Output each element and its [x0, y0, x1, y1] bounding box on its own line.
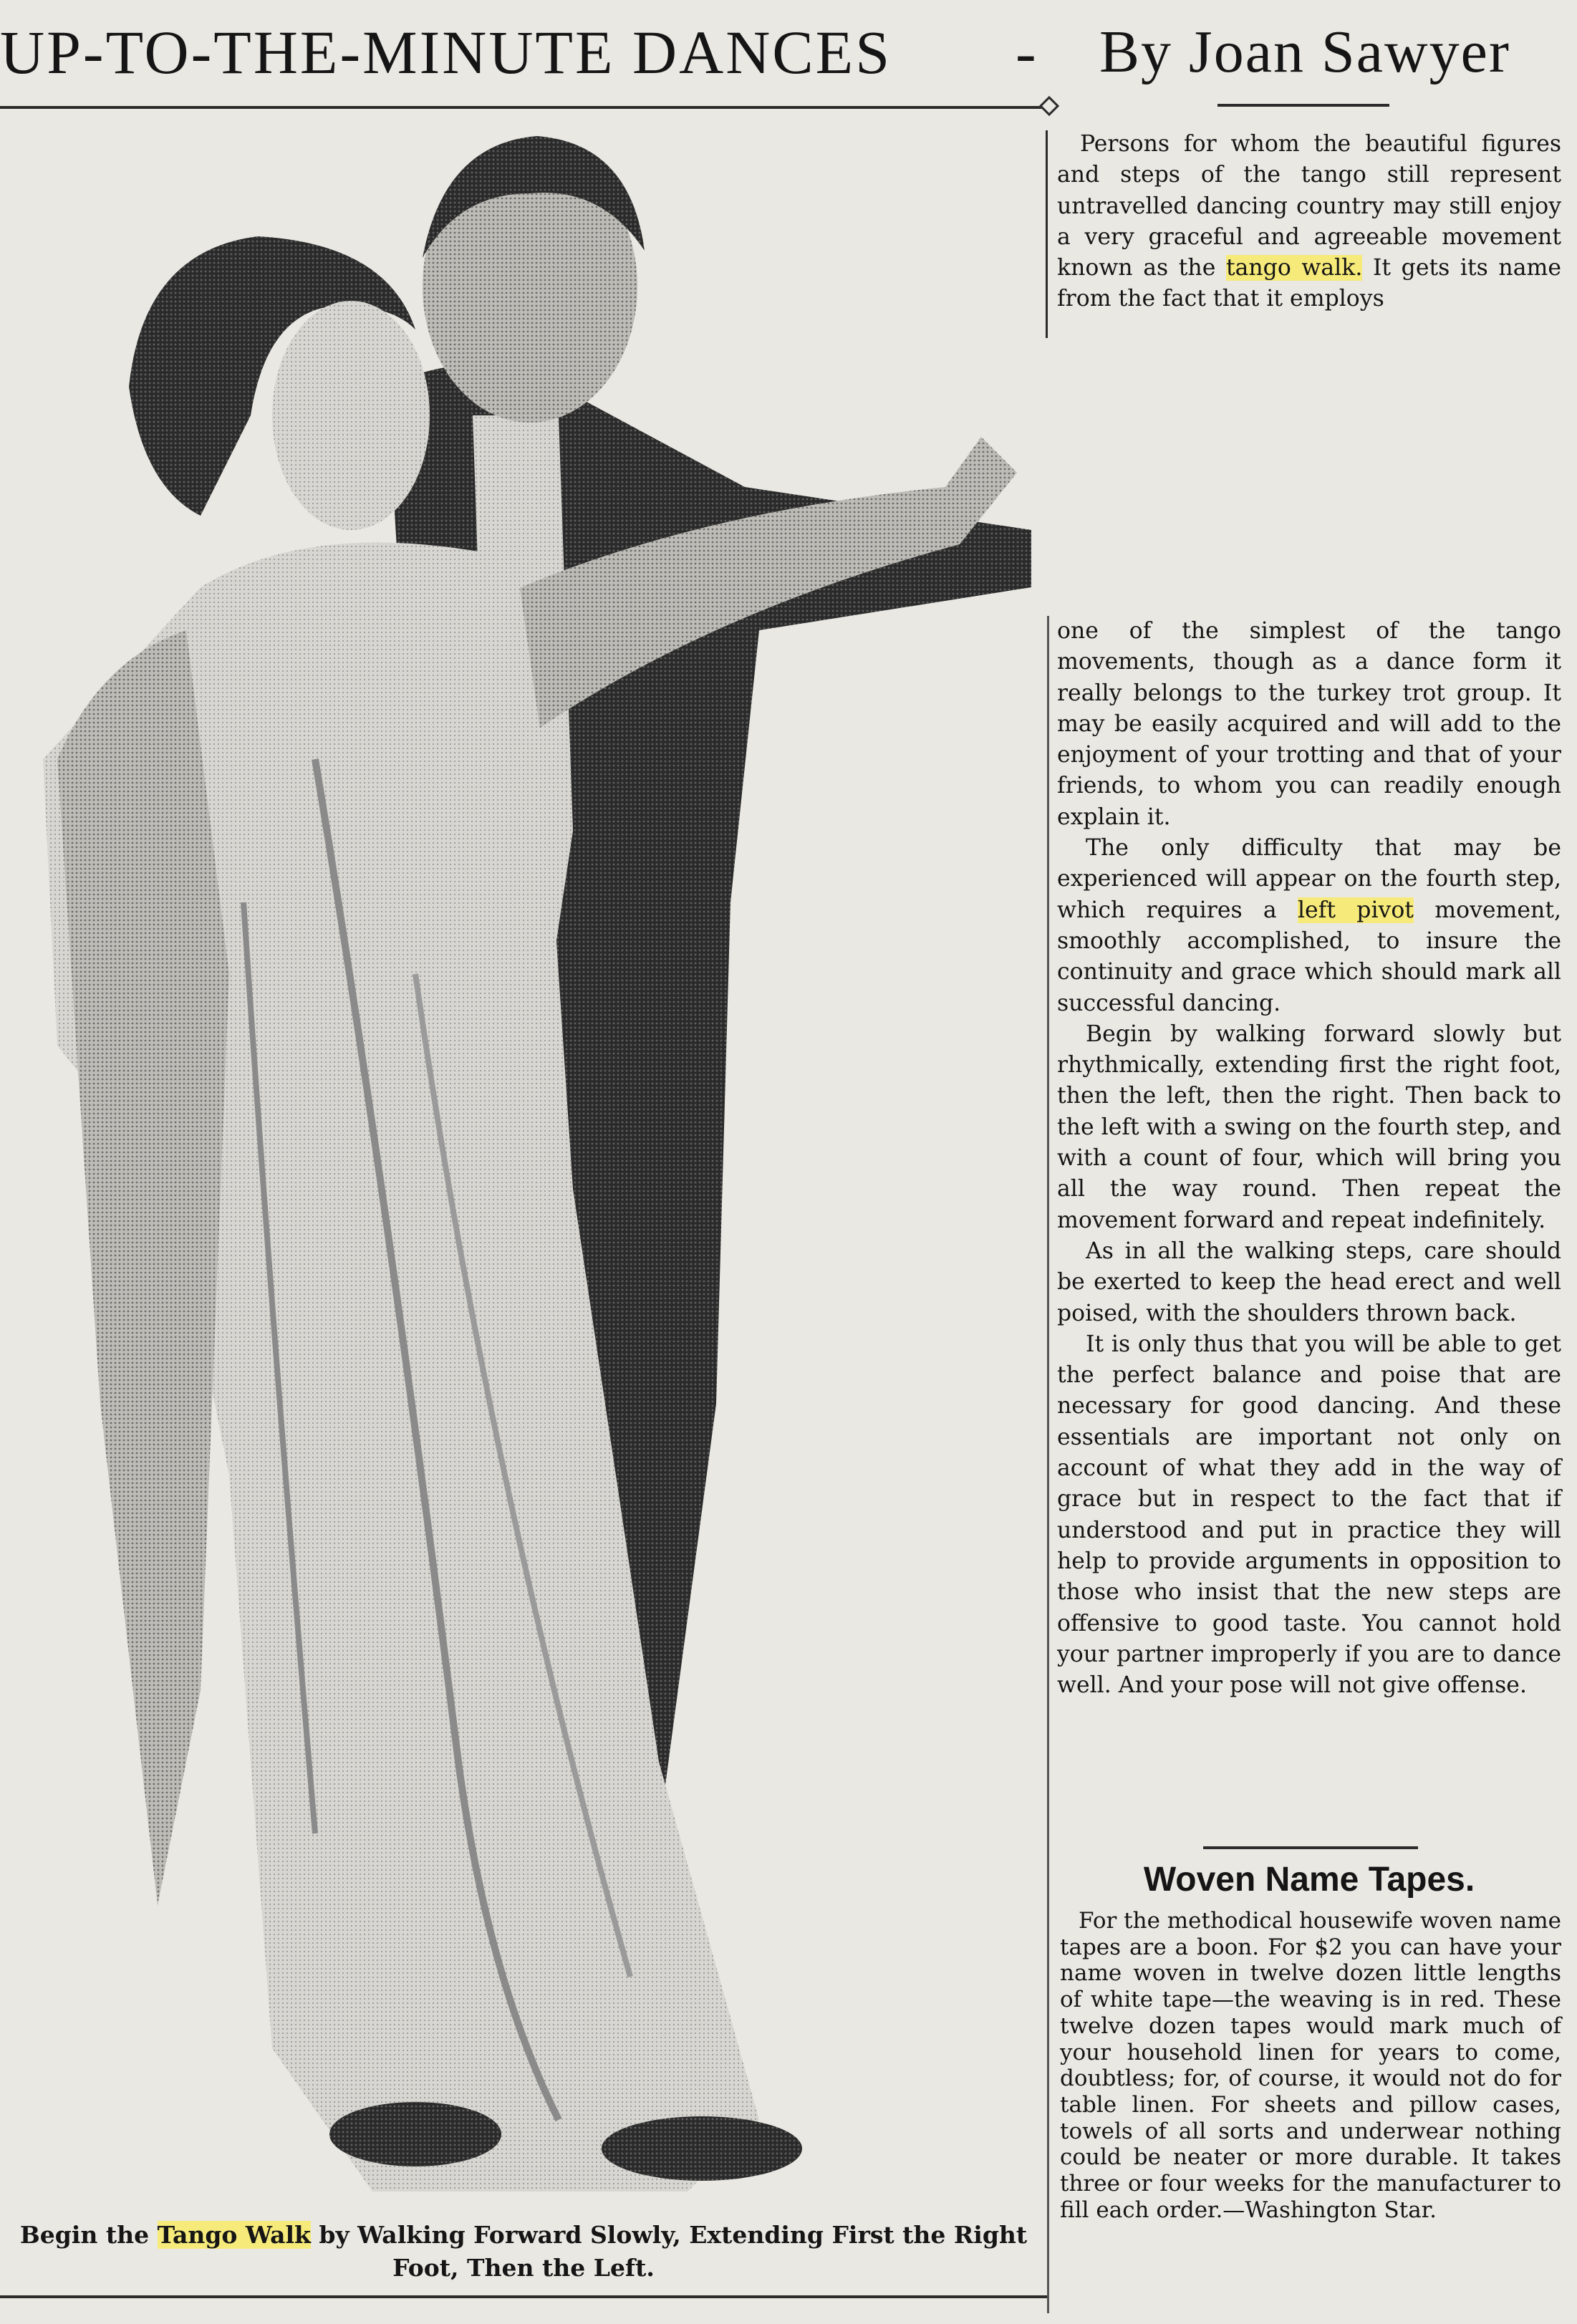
article-paragraph-4: As in all the walking steps, care should be exerted to keep the head erect and well poised, with the shoulders thrown back.: [1057, 1238, 1561, 1326]
sidebar-title: Woven Name Tapes.: [1143, 1861, 1475, 1899]
sidebar-body: For the methodical housewife woven name tapes are a boon. For $2 you can have your name woven in twelve dozen little lengths of white tape—the weaving is in red. These twelve dozen tapes would mark much of your household linen for years to come, doubtless; for, of course, it would not do for table linen. For sheets and pillow cases, towels of all sorts and underwear nothing could be neater or more durable. It takes three or four weeks for the manufacturer to fill each order.—Washington Star.: [1060, 1908, 1562, 2223]
byline-rule: [1217, 104, 1389, 107]
headline-separator: -: [1016, 18, 1036, 87]
article-paragraph-5: It is only thus that you will be able to get the perfect balance and poise that are necessary for good dancing. And these essentials are important not only on account of what they add in the way of grace but in respect to the fact that if understood and put in practice they will help to provide arguments in opposition to those who insist that the new steps are offensive to good taste. You cannot hold your partner improperly if you are to dance well. And your pose will not give offense.: [1057, 1331, 1561, 1699]
p2-highlight: left pivot: [1297, 897, 1414, 923]
bottom-rule: [0, 2295, 1047, 2298]
p1-highlight: tango walk.: [1225, 255, 1363, 281]
article-paragraph-2: [1057, 833, 1561, 1019]
column-rule-lower: [1047, 616, 1049, 2313]
p1-before: Persons for whom the beautiful figures and steps of the tango still represent untravelled dancing country may still enjoy a very graceful and agreeable movement known as the: [1057, 131, 1561, 281]
dance-photo: [14, 115, 1038, 2206]
p1-after: It gets its name from the fact that it employs: [1057, 255, 1561, 312]
article-paragraph-1: [1057, 129, 1561, 315]
caption-rest: by Walking Forward Slowly, Extending First the Right Foot, Then the Left.: [310, 2221, 1028, 2282]
photo-caption: [0, 2219, 1047, 2287]
column-rule-upper: [1046, 130, 1048, 338]
sidebar-separator: [1203, 1846, 1418, 1849]
article-column-lower: [1057, 616, 1561, 1701]
article-column-upper: [1057, 129, 1561, 315]
sidebar-column: [1060, 1908, 1561, 2223]
p2-before: The only difficulty that may be experienced will appear on the fourth step, which requires a: [1057, 835, 1561, 923]
top-rule: [0, 106, 1047, 109]
article-paragraph-1-continued: one of the simplest of the tango movements, though as a dance form it really belongs to the turkey trot group. It may be easily acquired and will add to the enjoyment of your trotting and that of your friends, to whom you can readily enough explain it.: [1057, 618, 1561, 830]
byline: By Joan Sawyer: [1099, 19, 1510, 85]
caption-lead: Begin the: [19, 2221, 158, 2249]
p2-after: movement, smoothly accomplished, to insure the continuity and grace which should mark all successful dancing.: [1057, 897, 1561, 1016]
diamond-ornament-icon: [1039, 96, 1059, 116]
article-paragraph-3: Begin by walking forward slowly but rhythmically, extending first the right foot, then the left, then the right. Then back to the left with a swing on the fourth step, and with a count of four, which will bring you all the way round. Then repeat the movement forward and repeat indefinitely.: [1057, 1021, 1561, 1233]
headline: UP-TO-THE-MINUTE DANCES: [0, 18, 892, 87]
caption-highlight: Tango Walk: [157, 2221, 311, 2249]
